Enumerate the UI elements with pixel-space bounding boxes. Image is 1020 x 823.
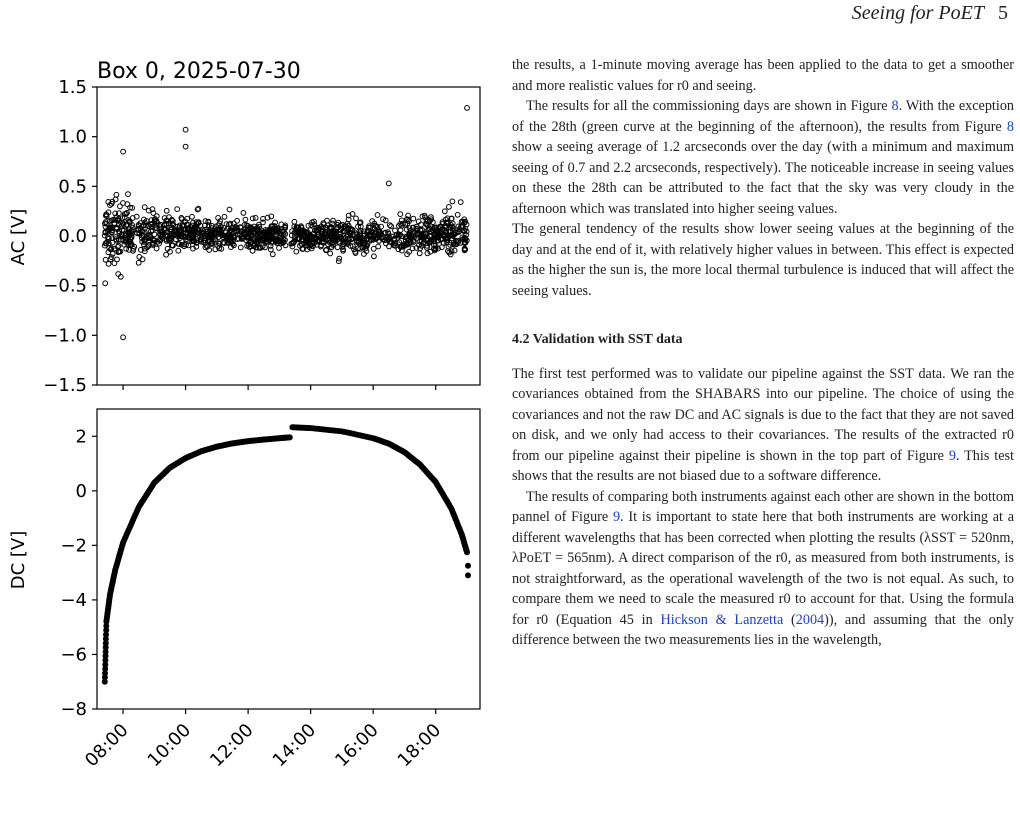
ac-point [250, 248, 255, 253]
ac-point [372, 254, 377, 259]
ac-outlier-point [465, 106, 470, 111]
dc-scatter-points [102, 424, 471, 684]
ac-point [354, 216, 359, 221]
x-tick-label: 18:00 [393, 719, 446, 772]
ac-point [136, 260, 141, 265]
ac-outlier-point [386, 181, 391, 186]
paragraph-3-text: The general tendency of the results show lower seeing values at the beginning of the day and at the end of it, with relatively higher values in between. This effect is expected as the higher the sun is, the more local thermal turbulence is induced that will affect the seeing values. [512, 221, 1014, 299]
dc-plot-frame [97, 409, 480, 709]
ac-outlier-point [121, 335, 126, 340]
dc-y-tick-label: 0 [75, 480, 87, 502]
ac-point [142, 205, 147, 210]
figure-title: Box 0, 2025-07-30 [97, 59, 301, 84]
figure-8-link-2[interactable]: 8 [1006, 118, 1014, 135]
p2-text-c: show a seeing average of 1.2 arcseconds over the day (with a minimum and maximum seeing of 0.7 and 2.2 arcseconds, respectively). The noticeable increase in seeing values on these the 28th can be attributed to the fact that the sky was very cloudy in the afternoon which was translated into higher seeing values. [512, 139, 1014, 217]
ac-point [175, 207, 180, 212]
ac-point [458, 200, 463, 205]
ac-point [447, 205, 452, 210]
ac-outlier-point [183, 127, 188, 132]
ac-y-tick-label: 0.0 [58, 226, 87, 247]
paragraph-1-text: the results, a 1-minute moving average has been applied to the data to get a smoother and more realistic values for r0 and seeing. [512, 57, 1014, 94]
ac-point [270, 252, 275, 257]
p2-text-a: The results for all the commissioning days are shown in Figure [526, 98, 892, 114]
paragraph-5: The results of comparing both instruments against each other are shown in the bottom pannel of Figure 9. It is important to state here that both instruments are working at a different wavelengths that has been corrected when plotting the results (λSST = 520nm, λPoET = 565nm). A direct comparison of the r0, as measured from both instruments, is not straightforward, as the operational wavelength of the two is not equal. As such, to compare them we need to scale the measured r0 to account for that. Using the formula for r0 (Equation 45 in Hickson & Lanzetta (2004)), and assuming that the only difference between the two measurements lies in the wavelength, [512, 488, 1015, 648]
citation-hickson-lanzetta[interactable]: Hickson & Lanzetta [660, 611, 784, 628]
ac-point [411, 216, 416, 221]
ac-point [387, 223, 392, 228]
ac-point [450, 199, 455, 204]
ac-y-tick-label: 1.0 [58, 126, 87, 148]
section-heading: 4.2 Validation with SST data [512, 332, 683, 347]
ac-outlier-point [121, 149, 126, 154]
ac-point [375, 213, 380, 218]
ac-point [241, 211, 246, 216]
ac-point [164, 252, 169, 257]
dc-y-tick-label: −6 [60, 644, 87, 666]
ac-point [455, 212, 460, 217]
ac-point [398, 212, 403, 217]
ac-point [103, 257, 108, 262]
dc-point [464, 549, 470, 555]
dc-point [465, 563, 471, 569]
p5-text-c: )), and assuming that the only difference between the two measurements lies in the wavelength, [512, 611, 1015, 648]
figure-9-link-2[interactable]: 9 [612, 509, 621, 525]
ac-scatter-points [102, 106, 469, 340]
ac-point [292, 219, 297, 224]
ac-point [277, 246, 282, 251]
ac-y-tick-label: 1.5 [58, 77, 87, 98]
x-axis [81, 709, 445, 771]
x-tick-label: 08:00 [81, 719, 133, 772]
ac-point [190, 214, 195, 219]
dc-y-axis [60, 426, 97, 720]
paragraph-1 [512, 55, 1014, 96]
ac-y-tick-label: −1.5 [43, 375, 87, 396]
ac-point [164, 208, 169, 213]
dc-y-axis-label: DC [V] [8, 530, 29, 590]
ac-point [250, 216, 255, 221]
ac-point [442, 209, 447, 214]
figure-ac-dc-plot [0, 0, 500, 823]
p4-text-b: . This test shows that the results are not biased due to a software difference. [512, 447, 1014, 484]
ac-outlier-point [183, 144, 188, 149]
paragraph-4 [512, 364, 1014, 487]
paragraph-2 [512, 96, 1014, 219]
ac-point [114, 192, 119, 197]
page-number: 5 [998, 2, 1008, 24]
dc-y-tick-label: −4 [60, 589, 87, 611]
text-column [512, 55, 1014, 651]
p2-text-b: . With the exception of the 28th (green curve at the beginning of the afternoon), the results from Figure [512, 98, 1015, 135]
figure-9-link[interactable]: 9 [948, 447, 956, 464]
dc-point [465, 572, 471, 578]
ac-point [103, 281, 108, 286]
ac-y-tick-label: −1.0 [43, 325, 87, 347]
x-tick-label: 12:00 [206, 719, 258, 772]
ac-point [331, 218, 336, 223]
ac-point [126, 192, 131, 197]
p5-text-b: . It is important to state here that both instruments are working at a different wavelengths that has been corrected when plotting the results (λSST = 520nm, λPoET = 565nm). A direct comparison of the r0, as measured from both instruments, is not straightforward, as the operational wavelength of the two is not equal. As such, to compare them we need to scale the measured r0 to account for that. Using the formula for r0 (Equation 45 in [512, 509, 1014, 628]
ac-point [238, 245, 243, 250]
ac-point [294, 249, 299, 254]
ac-point [227, 207, 232, 212]
ac-point [452, 248, 457, 253]
ac-y-tick-label: −0.5 [43, 275, 87, 297]
ac-point [417, 251, 422, 256]
ac-y-axis-label: AC [V] [8, 208, 29, 266]
dc-point [287, 434, 293, 440]
ac-y-tick-label: 0.5 [58, 176, 87, 198]
x-tick-label: 10:00 [143, 719, 196, 772]
p4-text-a: The first test performed was to validate our pipeline against the SST data. We ran the covariances obtained from the SHABARS into our pipeline. The choice of using the covariances and not the raw DC and AC signals is due to the fact that they are not saved on disk, and we only had access to their covariances. The results of the extracted r0 from our pipeline against their pipeline is shown in the top part of Figure [512, 365, 1014, 464]
ac-point [112, 261, 117, 266]
ac-point [222, 214, 227, 219]
x-tick-label: 16:00 [331, 719, 383, 772]
dc-y-tick-label: −8 [60, 699, 87, 720]
paragraph-3 [512, 219, 1014, 301]
dc-panel [8, 409, 480, 771]
running-header [852, 2, 1008, 25]
ac-point [176, 248, 181, 253]
ac-point [335, 245, 340, 250]
dc-y-tick-label: −2 [60, 535, 87, 557]
figure-8-link[interactable]: 8 [891, 98, 899, 114]
running-title: Seeing for PoET [851, 2, 984, 24]
ac-point [389, 224, 394, 229]
ac-panel [8, 77, 480, 396]
p5-text-a: The results of comparing both instruments against each other are shown in the bottom pannel of Figure [512, 488, 1014, 525]
ac-point [125, 202, 130, 207]
citation-year-link[interactable]: 2004 [795, 611, 825, 628]
ac-point [393, 228, 398, 233]
x-tick-label: 14:00 [268, 719, 321, 772]
ac-point [376, 244, 381, 249]
dc-y-tick-label: 2 [75, 426, 87, 448]
ac-point [243, 217, 248, 222]
